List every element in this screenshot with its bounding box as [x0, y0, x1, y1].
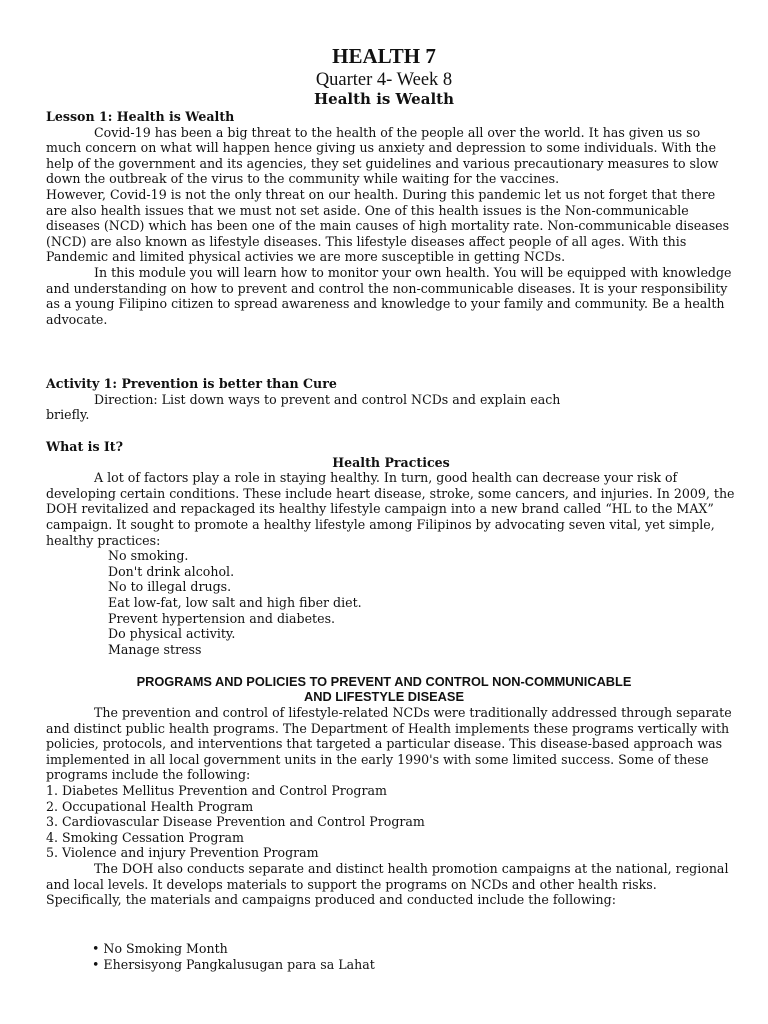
list-item: Eat low-fat, low salt and high fiber diet.	[108, 595, 362, 611]
list-item: • Ehersisyong Pangkalusugan para sa Lahat	[92, 957, 375, 972]
list-item: • No Smoking Month	[92, 941, 228, 956]
lesson-section	[46, 109, 736, 327]
health-practices-paragraph: A lot of factors play a role in staying healthy. In turn, good health can decrease your risk of developing certain conditions. These include heart disease, stroke, some cancers, and injuries. In 2009, the DOH revitalized and repackaged its healthy lifestyle campaign into a new brand called “HL to the MAX” campaign. It sought to promote a healthy lifestyle among Filipinos by advocating seven vital, yet simple, healthy practices:	[46, 470, 735, 548]
list-item: Do physical activity.	[108, 626, 236, 642]
list-item: Don't drink alcohol.	[108, 563, 235, 579]
activity-direction-cont: briefly.	[46, 407, 90, 423]
list-item: No smoking.	[108, 548, 189, 563]
activity-heading: Activity 1: Prevention is better than Cure	[46, 376, 337, 391]
programs-section	[46, 705, 736, 908]
practices-list	[108, 548, 362, 658]
lesson-paragraph-1: Covid-19 has been a big threat to the health of the people all over the world. It has given us so much concern on what will happen hence giving us anxiety and depression to some individuals. With the help of the government and its agencies, they set guidelines and various precautionary measures to slow down the outbreak of the virus to the community while waiting for the vaccines.	[46, 124, 719, 187]
program-item: 4. Smoking Cessation Program	[46, 829, 244, 845]
programs-paragraph: The prevention and control of lifestyle-related NCDs were traditionally addressed through separate and distinct public health programs. The Department of Health implements these programs vertically with policies, protocols, and interventions that targeted a particular disease. This disease-based approach was implemented in all local government units in the early 1990's with some limited success. Some of these programs include the following:	[46, 705, 732, 783]
lesson-heading: Lesson 1: Health is Wealth	[46, 109, 235, 124]
quarter-label: Quarter 4- Week 8	[315, 70, 453, 90]
lesson-paragraph-3: In this module you will learn how to monitor your own health. You will be equipped with knowledge and understanding on how to prevent and control the non-communicable diseases. It is your responsibility as a young Filipino citizen to spread awareness and knowledge to your family and community. Be a health advocate.	[46, 264, 732, 327]
what-is-it-section	[46, 439, 736, 548]
what-is-it-heading: What is It?	[46, 439, 124, 454]
programs-paragraph-2: The DOH also conducts separate and distinct health promotion campaigns at the national, regional and local levels. It develops materials to support the programs on NCDs and other health risks. Specifically, the materials and campaigns produced and conducted include the following:	[46, 860, 729, 908]
document-subtitle: Health is Wealth	[314, 90, 454, 108]
activity-direction: Direction: List down ways to prevent and control NCDs and explain each	[94, 391, 561, 407]
program-item: 5. Violence and injury Prevention Program	[46, 845, 319, 861]
lesson-paragraph-2: However, Covid-19 is not the only threat on our health. During this pandemic let us not forget that there are also health issues that we must not set aside. One of this health issues is the Non-communicable diseases (NCD) which has been one of the main causes of high mortality rate. Non-communicable diseases (NCD) are also known as lifestyle diseases. This lifestyle diseases affect people of all ages. With this Pandemic and limited physical activies we are more susceptible in getting NCDs.	[46, 186, 730, 265]
program-item: 1. Diabetes Mellitus Prevention and Control Program	[46, 782, 387, 798]
list-item: Manage stress	[108, 642, 202, 658]
program-item: 2. Occupational Health Program	[46, 798, 254, 814]
program-item: 3. Cardiovascular Disease Prevention and Control Program	[46, 814, 425, 830]
list-item: No to illegal drugs.	[108, 579, 232, 595]
campaign-bullets	[92, 941, 375, 973]
health-practices-title: Health Practices	[332, 454, 450, 470]
programs-heading: PROGRAMS AND POLICIES TO PREVENT AND CONTROL NON-COMMUNICABLE	[136, 674, 632, 689]
activity-section	[46, 376, 736, 423]
list-item: Prevent hypertension and diabetes.	[108, 610, 336, 626]
document-title: HEALTH 7	[332, 44, 436, 68]
programs-heading-line2: AND LIFESTYLE DISEASE	[304, 689, 464, 704]
